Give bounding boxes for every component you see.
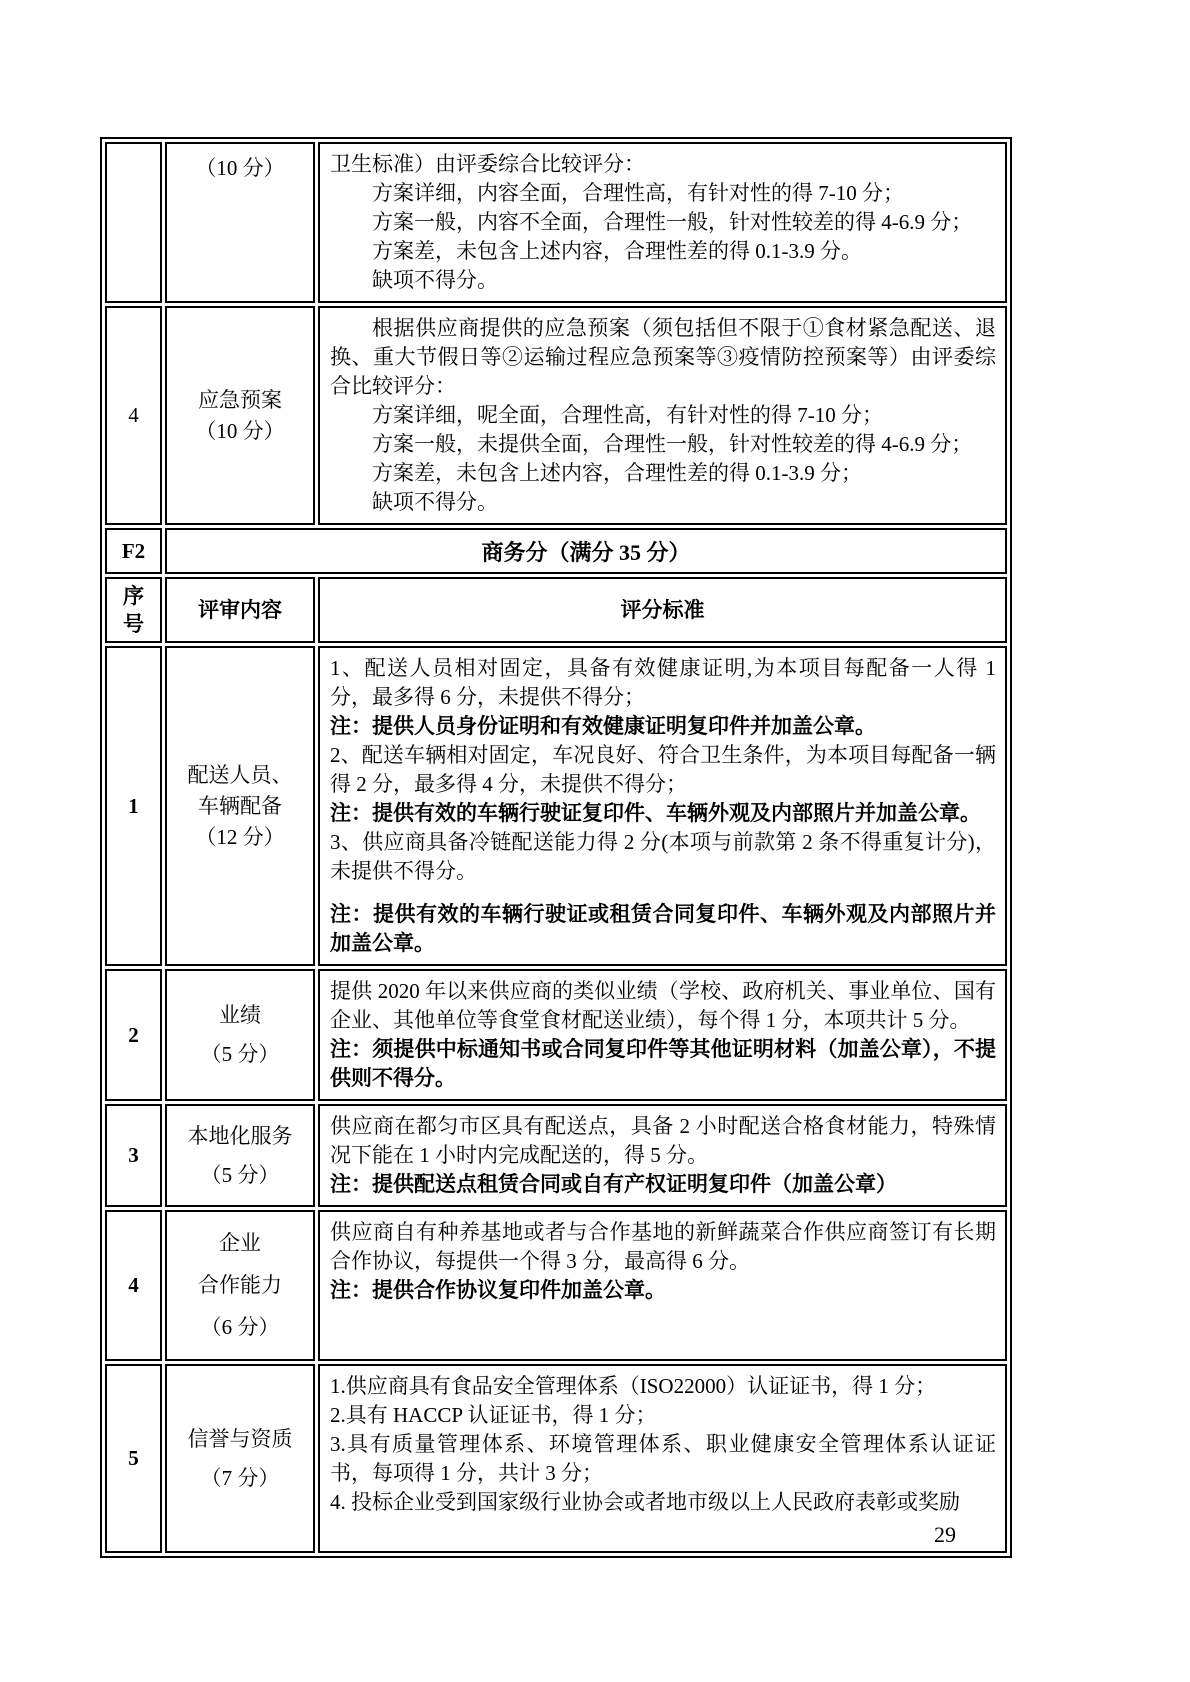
criteria-paragraph: 根据供应商提供的应急预案（须包括但不限于①食材紧急配送、退换、重大节假日等②运输过程应急预案等③疫情防控预案等）由评委综合比较评分： (330, 316, 996, 398)
table-row (105, 142, 1007, 303)
header-cell-content: 评审内容 (165, 577, 315, 643)
table-row (105, 646, 1007, 966)
f2-section-divider (105, 528, 1007, 643)
criteria-paragraph: 注：提供有效的车辆行驶证或租赁合同复印件、车辆外观及内部照片并加盖公章。 (330, 902, 996, 955)
review-content-cell (165, 142, 315, 303)
criteria-cell (318, 1104, 1007, 1207)
criteria-cell (318, 1210, 1007, 1361)
criteria-paragraph: 注：提供有效的车辆行驶证复印件、车辆外观及内部照片并加盖公章。 (330, 801, 981, 825)
review-content-cell (165, 1104, 315, 1207)
criteria-paragraph: 卫生标准）由评委综合比较评分： (330, 152, 645, 176)
criteria-paragraph: 注：须提供中标通知书或合同复印件等其他证明材料（加盖公章），不提供则不得分。 (330, 1037, 996, 1090)
content-line: （5 分） (200, 1162, 280, 1187)
row-number-cell: 4 (105, 306, 162, 525)
content-line: 应急预案 (198, 387, 282, 412)
evaluation-table (100, 137, 1012, 1558)
content-line: 信誉与资质 (187, 1426, 293, 1451)
review-content-cell (165, 306, 315, 525)
page-number: 29 (934, 1522, 956, 1547)
criteria-paragraph: 方案差，未包含上述内容，合理性差的得 0.1-3.9 分。 (372, 239, 862, 263)
criteria-paragraph: 注：提供人员身份证明和有效健康证明复印件并加盖公章。 (330, 714, 876, 738)
criteria-paragraph: 3.具有质量管理体系、环境管理体系、职业健康安全管理体系认证证书，每项得 1 分，共计 3 分； (330, 1432, 996, 1485)
criteria-paragraph: 缺项不得分。 (372, 268, 498, 292)
criteria-paragraph: 方案一般，内容不全面，合理性一般，针对性较差的得 4-6.9 分； (372, 210, 973, 234)
content-line: （7 分） (200, 1465, 280, 1490)
header-cell-no: 序号 (105, 577, 162, 643)
criteria-paragraph: 方案详细，内容全面，合理性高，有针对性的得 7-10 分； (372, 181, 904, 205)
f1-section-rows (105, 142, 1007, 525)
content-line: 车辆配备 (198, 793, 282, 818)
content-line: （10 分） (195, 418, 285, 443)
criteria-paragraph: 供应商自有种养基地或者与合作基地的新鲜蔬菜合作供应商签订有长期合作协议，每提供一个得 3 分，最高得 6 分。 (330, 1220, 996, 1273)
criteria-paragraph: 提供 2020 年以来供应商的类似业绩（学校、政府机关、事业单位、国有企业、其他单位等食堂食材配送业绩），每个得 1 分，本项共计 5 分。 (330, 979, 996, 1032)
review-content-cell (165, 969, 315, 1101)
f2-section-rows (105, 646, 1007, 1553)
criteria-paragraph: 1.供应商具有食品安全管理体系（ISO22000）认证证书，得 1 分； (330, 1374, 937, 1398)
criteria-paragraph: 方案差，未包含上述内容，合理性差的得 0.1-3.9 分； (372, 461, 862, 485)
row-number-cell (105, 142, 162, 303)
criteria-cell (318, 306, 1007, 525)
row-number-cell: 5 (105, 1364, 162, 1553)
criteria-paragraph: 1、配送人员相对固定，具备有效健康证明,为本项目每配备一人得 1 分，最多得 6 分，未提供不得分； (330, 656, 996, 709)
content-line: 企业 (219, 1231, 261, 1255)
review-content-cell (165, 646, 315, 966)
section-title-cell: 商务分（满分 35 分） (165, 528, 1007, 574)
row-number-cell: 3 (105, 1104, 162, 1207)
section-row (105, 528, 1007, 574)
criteria-cell (318, 646, 1007, 966)
content-line: （12 分） (195, 824, 285, 849)
content-line: 合作能力 (198, 1273, 282, 1297)
criteria-paragraph: 方案详细，呢全面，合理性高，有针对性的得 7-10 分； (372, 403, 883, 427)
content-line: （10 分） (195, 156, 285, 180)
criteria-paragraph: 4. 投标企业受到国家级行业协会或者地市级以上人民政府表彰或奖励 (330, 1490, 960, 1514)
table-row (105, 306, 1007, 525)
column-header-row (105, 577, 1007, 643)
content-line: 业绩 (219, 1003, 261, 1027)
row-number-cell: 2 (105, 969, 162, 1101)
content-line: 配送人员、 (187, 762, 293, 787)
criteria-paragraph: 注：提供合作协议复印件加盖公章。 (330, 1278, 666, 1302)
content-line: （5 分） (200, 1042, 280, 1066)
review-content-cell (165, 1210, 315, 1361)
row-number-cell: 1 (105, 646, 162, 966)
criteria-paragraph: 2.具有 HACCP 认证证书，得 1 分； (330, 1403, 657, 1427)
criteria-cell (318, 142, 1007, 303)
criteria-paragraph: 2、配送车辆相对固定，车况良好、符合卫生条件，为本项目每配备一辆得 2 分，最多得 4 分，未提供不得分； (330, 743, 996, 796)
table-row (105, 1210, 1007, 1361)
section-id-cell: F2 (105, 528, 162, 574)
criteria-cell (318, 969, 1007, 1101)
header-cell-criteria: 评分标准 (318, 577, 1007, 643)
criteria-paragraph: 方案一般，未提供全面，合理性一般，针对性较差的得 4-6.9 分； (372, 432, 973, 456)
criteria-paragraph: 供应商在都匀市区具有配送点，具备 2 小时配送合格食材能力，特殊情况下能在 1 小时内完成配送的，得 5 分。 (330, 1114, 996, 1167)
table-row (105, 1104, 1007, 1207)
table-row (105, 969, 1007, 1101)
content-line: （6 分） (200, 1315, 280, 1339)
criteria-paragraph: 3、供应商具备冷链配送能力得 2 分(本项与前款第 2 条不得重复计分)，未提供不得分。 (330, 830, 996, 883)
criteria-paragraph: 注：提供配送点租赁合同或自有产权证明复印件（加盖公章） (330, 1172, 897, 1196)
criteria-paragraph: 缺项不得分。 (372, 490, 498, 514)
row-number-cell: 4 (105, 1210, 162, 1361)
content-line: 本地化服务 (187, 1123, 293, 1148)
